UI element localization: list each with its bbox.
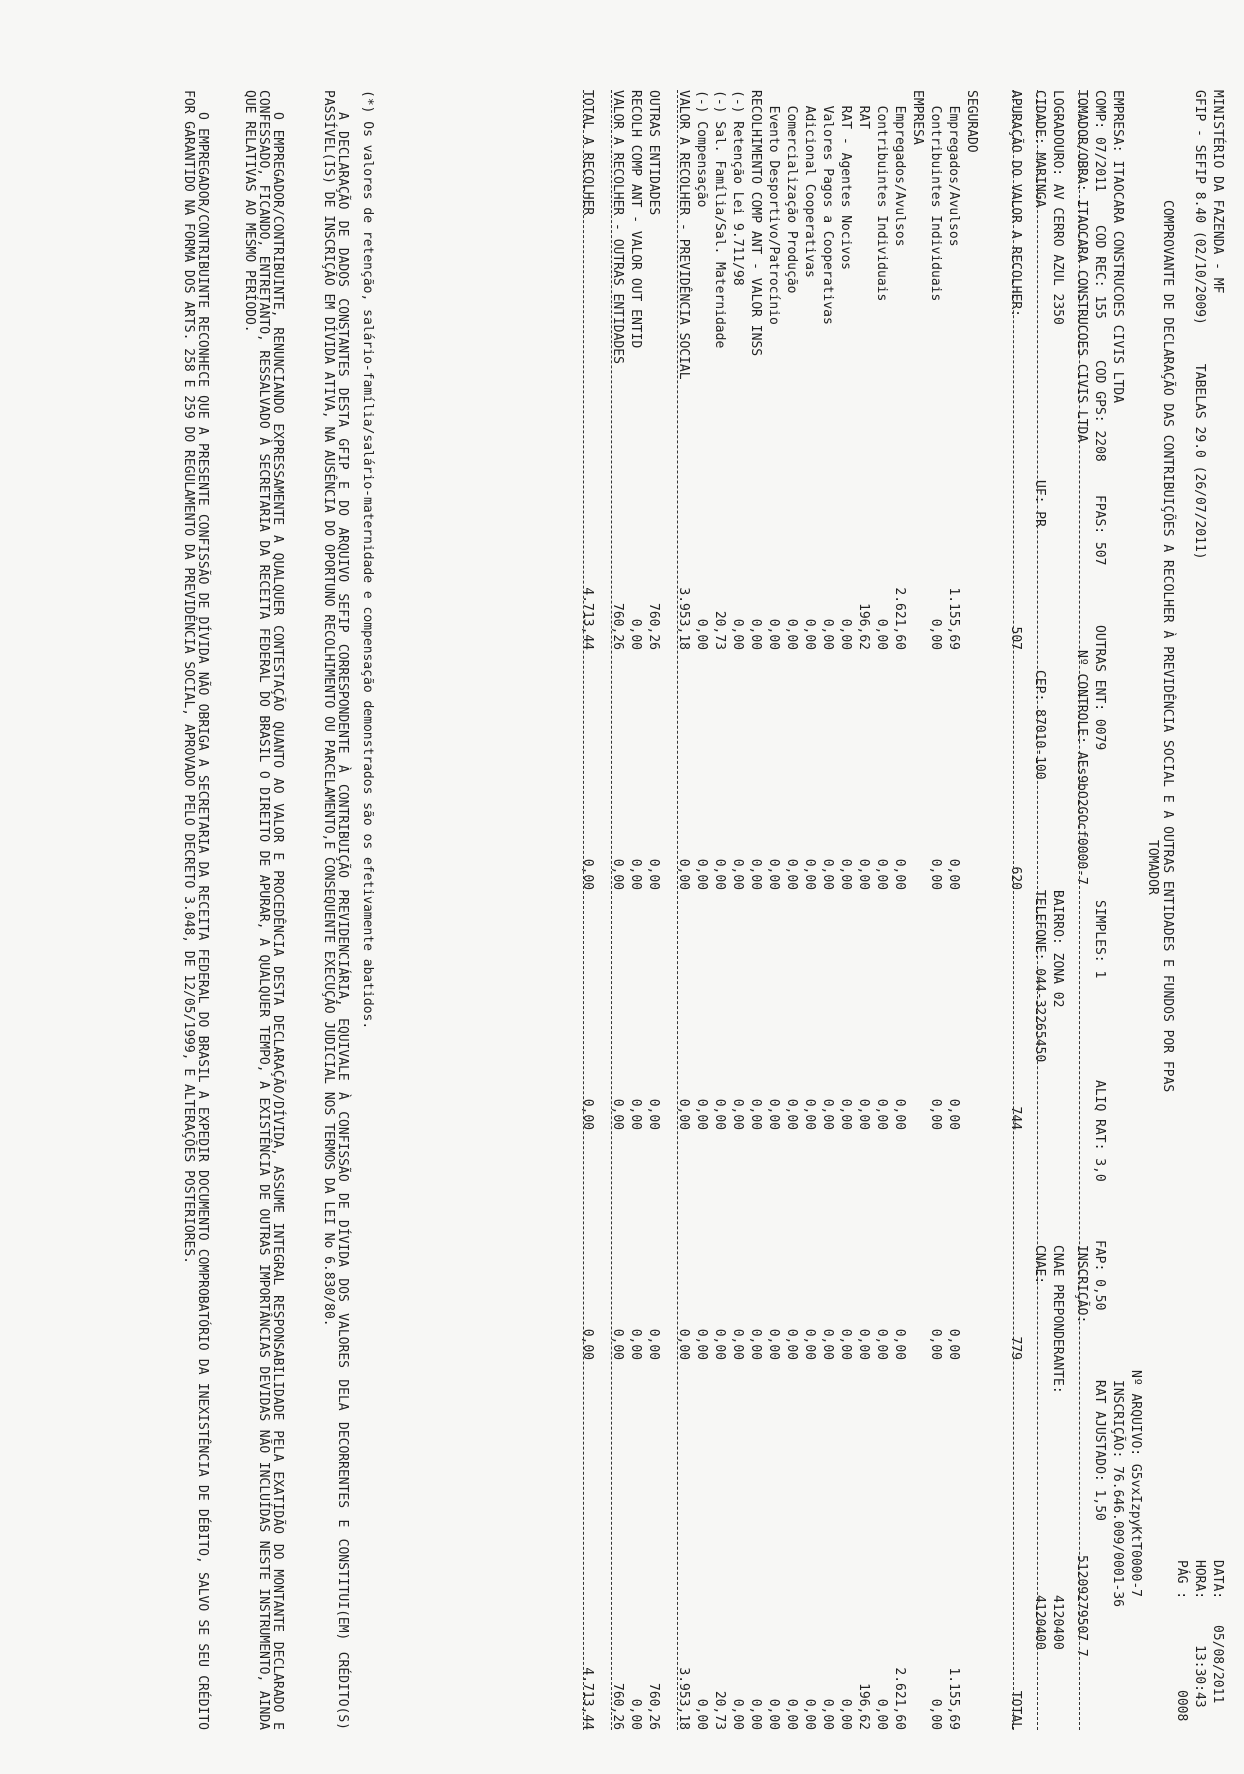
row-value: 0,00 bbox=[820, 1098, 835, 1130]
row-value: 0,00 bbox=[946, 1328, 961, 1360]
row-label: RECOLHIMENTO COMP ANT - VALOR INSS bbox=[748, 90, 763, 357]
row-value: 0,00 bbox=[646, 1098, 661, 1130]
divider bbox=[1037, 90, 1038, 1730]
empresa-name: EMPRESA: ITAOCARA CONSTRUCOES CIVIS LTDA bbox=[1110, 90, 1125, 404]
row-label: Adicional Cooperativas bbox=[802, 90, 817, 278]
row-value: 0,00 bbox=[784, 1328, 799, 1360]
row-value: 0,00 bbox=[748, 1098, 763, 1130]
row-value: 0,00 bbox=[628, 1098, 643, 1130]
row-label: Valores Pagos a Cooperativas bbox=[820, 90, 835, 325]
divider bbox=[1079, 90, 1080, 1730]
row-value: 0,00 bbox=[610, 1328, 625, 1360]
row-label: TOTAL A RECOLHER bbox=[580, 90, 595, 216]
row-value: 0,00 bbox=[928, 618, 943, 650]
row-value: 4.713,44 bbox=[580, 587, 595, 650]
row-value: 0,00 bbox=[676, 1328, 691, 1360]
row-label: Contribuintes Individuais bbox=[874, 90, 889, 302]
tomador-field: TOMADOR/OBRA: ITAOCARA CONSTRUCOES CIVIS LTDA bbox=[1074, 90, 1089, 443]
row-value: 0,00 bbox=[820, 1328, 835, 1360]
row-label: VALOR A RECOLHER - OUTRAS ENTIDADES bbox=[610, 90, 625, 364]
row-value: 0,00 bbox=[610, 858, 625, 890]
aliq-rat-field: ALIQ RAT: 3,0 bbox=[1092, 1080, 1107, 1182]
row-value: 4.713,44 bbox=[580, 1667, 595, 1730]
cnae-pre-label: CNAE PREPONDERANTE: bbox=[1050, 1245, 1065, 1394]
empresa-inscricao: INSCRIÇÃO: 76.646.009/0001-36 bbox=[1110, 1380, 1125, 1607]
col-header-620: 620 bbox=[1008, 866, 1023, 890]
row-value: 20,73 bbox=[712, 610, 727, 650]
row-value: 0,00 bbox=[838, 618, 853, 650]
row-value: 0,00 bbox=[838, 858, 853, 890]
col-header-507: 507 bbox=[1008, 626, 1023, 650]
time-value: 13:30:43 bbox=[1192, 1645, 1207, 1708]
row-label: Empregados/Avulsos bbox=[892, 90, 907, 247]
row-label: VALOR A RECOLHER - PREVIDÊNCIA SOCIAL bbox=[676, 90, 691, 380]
row-value: 0,00 bbox=[694, 858, 709, 890]
row-value: 0,00 bbox=[928, 1328, 943, 1360]
row-value: 0,00 bbox=[694, 1698, 709, 1730]
divider bbox=[611, 90, 612, 1730]
row-value: 0,00 bbox=[820, 858, 835, 890]
divider bbox=[583, 90, 584, 1730]
row-value: 0,00 bbox=[928, 858, 943, 890]
row-value: 0,00 bbox=[730, 618, 745, 650]
row-label: RAT bbox=[856, 90, 871, 130]
cidade-field: CIDADE: MARINGA bbox=[1032, 90, 1047, 208]
row-label: Evento Desportivo/Patrocínio bbox=[766, 90, 781, 325]
row-value: 760,26 bbox=[646, 1683, 661, 1730]
row-value: 0,00 bbox=[580, 1098, 595, 1130]
row-value: 0,00 bbox=[784, 618, 799, 650]
row-value: 0,00 bbox=[874, 858, 889, 890]
row-value: 0,00 bbox=[856, 858, 871, 890]
fap-field: FAP: 0,50 bbox=[1092, 1240, 1107, 1311]
row-value: 1.155,69 bbox=[946, 1667, 961, 1730]
row-value: 0,00 bbox=[802, 1098, 817, 1130]
row-value: 0,00 bbox=[766, 618, 781, 650]
fpas-field: FPAS: 507 bbox=[1092, 495, 1107, 566]
row-value: 0,00 bbox=[646, 858, 661, 890]
row-value: 0,00 bbox=[712, 1328, 727, 1360]
row-value: 0,00 bbox=[784, 858, 799, 890]
arquivo-number: Nº ARQUIVO: G5vxIzpyKtT0000-7 bbox=[1128, 1370, 1143, 1597]
row-value: 0,00 bbox=[802, 1698, 817, 1730]
row-value: 0,00 bbox=[856, 1098, 871, 1130]
row-value: 2.621,60 bbox=[892, 587, 907, 650]
row-value: 0,00 bbox=[748, 1328, 763, 1360]
row-value: 0,00 bbox=[874, 1698, 889, 1730]
row-value: 3.953,18 bbox=[676, 1667, 691, 1730]
row-label: OUTRAS ENTIDADES bbox=[646, 90, 661, 216]
row-value: 0,00 bbox=[820, 618, 835, 650]
row-value: 0,00 bbox=[628, 858, 643, 890]
document-subtitle: TOMADOR bbox=[1145, 840, 1160, 895]
ministry-label: MINISTÉRIO DA FAZENDA - MF bbox=[1210, 90, 1225, 294]
retention-note: (*) Os valores de retenção, salário-família/salário-maternidade e compensação demonstrados são os efetivamente abatidos. bbox=[360, 90, 375, 1030]
row-value: 0,00 bbox=[892, 858, 907, 890]
row-value: 0,00 bbox=[766, 858, 781, 890]
row-value: 0,00 bbox=[694, 618, 709, 650]
row-value: 0,00 bbox=[646, 1328, 661, 1360]
row-value: 1.155,69 bbox=[946, 587, 961, 650]
row-value: 0,00 bbox=[874, 618, 889, 650]
apuracao-label: APURAÇÃO DO VALOR A RECOLHER: bbox=[1008, 90, 1023, 317]
row-value: 0,00 bbox=[628, 1698, 643, 1730]
row-label: Contribuintes Individuais bbox=[928, 90, 943, 302]
cnae-pre-value: 4120400 bbox=[1050, 1595, 1065, 1650]
row-value: 196,62 bbox=[856, 603, 871, 650]
row-value: 0,00 bbox=[730, 858, 745, 890]
col-header-779: 779 bbox=[1008, 1336, 1023, 1360]
row-value: 0,00 bbox=[874, 1328, 889, 1360]
uf-field: UF: PR bbox=[1032, 480, 1047, 527]
row-value: 0,00 bbox=[928, 1098, 943, 1130]
row-value: 0,00 bbox=[676, 1098, 691, 1130]
row-value: 0,00 bbox=[628, 1328, 643, 1360]
row-value: 0,00 bbox=[610, 1098, 625, 1130]
row-label: (-) Compensação bbox=[694, 90, 709, 208]
row-value: 20,73 bbox=[712, 1690, 727, 1730]
row-value: 760,26 bbox=[610, 603, 625, 650]
row-value: 0,00 bbox=[892, 1328, 907, 1360]
row-value: 0,00 bbox=[838, 1698, 853, 1730]
rat-ajustado-field: RAT AJUSTADO: 1,50 bbox=[1092, 1380, 1107, 1521]
cep-field: CEP: 87010-100 bbox=[1032, 670, 1047, 780]
row-value: 2.621,60 bbox=[892, 1667, 907, 1730]
row-value: 0,00 bbox=[730, 1698, 745, 1730]
n-controle-field: Nº CONTROLE: AEs9bO2GOcf0000-7 bbox=[1074, 650, 1089, 885]
row-value: 0,00 bbox=[730, 1098, 745, 1130]
row-value: 760,26 bbox=[610, 1683, 625, 1730]
row-value: 3.953,18 bbox=[676, 587, 691, 650]
row-label: (-) Sal. Família/Sal. Maternidade bbox=[712, 90, 727, 349]
page-label: PÁG : bbox=[1174, 1560, 1189, 1600]
inscricao2-label: INSCRIÇÃO: bbox=[1074, 1245, 1089, 1324]
telefone-field: TELEFONE: 044-32265450 bbox=[1032, 890, 1047, 1063]
time-label: HORA: bbox=[1192, 1560, 1207, 1600]
row-value: 0,00 bbox=[892, 1098, 907, 1130]
version-label: GFIP - SEFIP 8.40 (02/10/2009) TABELAS 29.0 (26/07/2011) bbox=[1192, 90, 1207, 560]
row-value: 0,00 bbox=[874, 1098, 889, 1130]
row-value: 0,00 bbox=[784, 1698, 799, 1730]
row-value: 0,00 bbox=[766, 1698, 781, 1730]
row-value: 0,00 bbox=[784, 1098, 799, 1130]
acknowledgement-paragraph: O EMPREGADOR/CONTRIBUINTE RECONHECE QUE A PRESENTE CONFISSÃO DE DÍVIDA NÃO OBRIGA A SECRETARIA DA RECEITA FEDERAL DO BRASIL A EXPEDIR DOCUMENTO COMPROBATÓRIO DA INEXISTÊNCIA DE DÉBITO, SALVO SE SEU CRÉDITO FOR GARANTIDO NA FORMA DOS ARTS. 258 E 259 DO REGULAMENTO DA PREVIDÊNCIA SOCIAL, APROVADO PELO DECRETO 3.048, DE 12/05/1999, E ALTERAÇÕES POSTERIORES. bbox=[181, 90, 210, 1730]
bairro-field: BAIRRO: ZONA 02 bbox=[1050, 890, 1065, 1008]
cnae-label: CNAE: bbox=[1032, 1245, 1047, 1285]
row-value: 0,00 bbox=[748, 1698, 763, 1730]
row-value: 0,00 bbox=[802, 1328, 817, 1360]
row-value: 0,00 bbox=[802, 618, 817, 650]
row-value: 0,00 bbox=[712, 858, 727, 890]
row-value: 0,00 bbox=[766, 1098, 781, 1130]
divider bbox=[1013, 90, 1014, 1730]
row-label: Empregados/Avulsos bbox=[946, 90, 961, 247]
row-value: 0,00 bbox=[946, 1098, 961, 1130]
simples-field: SIMPLES: 1 bbox=[1092, 900, 1107, 979]
row-value: 0,00 bbox=[838, 1098, 853, 1130]
row-value: 0,00 bbox=[766, 1328, 781, 1360]
row-label: (-) Retenção Lei 9.711/98 bbox=[730, 90, 745, 286]
section-empresa: EMPRESA bbox=[910, 90, 925, 145]
row-value: 0,00 bbox=[694, 1328, 709, 1360]
col-header-744: 744 bbox=[1008, 1106, 1023, 1130]
declaration-paragraph: A DECLARAÇÃO DE DADOS CONSTANTES DESTA GFIP E DO ARQUIVO SEFIP CORRESPONDENTE À CONTRIBUIÇÃO PREVIDENCIÁRIA, EQUIVALE À CONFISSÃO DE DÍVIDA DOS VALORES DELA DECORRENTES E CONSTITUI(EM) CRÉDITO(S) PASSÍVEL(IS) DE INSCRIÇÃO EM DÍVIDA ATIVA, NA AUSÊNCIA DO OPORTUNO RECOLHIMENTO OU PARCELAMENTO,E CONSEQUENTE EXECUÇÃO JUDICIAL NOS TERMOS DA LEI No 6.830/80. bbox=[321, 90, 350, 1730]
row-value: 196,62 bbox=[856, 1683, 871, 1730]
inscricao2-value: 51209279507 7 bbox=[1074, 1555, 1089, 1657]
col-header-total: TOTAL bbox=[1008, 1690, 1023, 1730]
divider bbox=[677, 90, 678, 1730]
page-value: 0008 bbox=[1174, 1690, 1189, 1722]
section-segurado: SEGURADO bbox=[964, 90, 979, 153]
row-label: RECOLH COMP ANT - VALOR OUT ENTID bbox=[628, 90, 643, 349]
row-label: RAT - Agentes Nocivos bbox=[838, 90, 853, 271]
outras-ent-field: OUTRAS ENT: 0079 bbox=[1092, 625, 1107, 751]
row-value: 760,26 bbox=[646, 603, 661, 650]
row-value: 0,00 bbox=[748, 618, 763, 650]
row-value: 0,00 bbox=[628, 618, 643, 650]
date-value: 05/08/2011 bbox=[1210, 1625, 1225, 1704]
cod-gps-field: COD GPS: 2208 bbox=[1092, 360, 1107, 462]
row-value: 0,00 bbox=[676, 858, 691, 890]
row-value: 0,00 bbox=[856, 1328, 871, 1360]
row-value: 0,00 bbox=[838, 1328, 853, 1360]
comp-field: COMP: 07/2011 bbox=[1092, 90, 1107, 192]
row-value: 0,00 bbox=[712, 1098, 727, 1130]
row-value: 0,00 bbox=[820, 1698, 835, 1730]
row-value: 0,00 bbox=[802, 858, 817, 890]
row-value: 0,00 bbox=[946, 858, 961, 890]
responsibility-paragraph: O EMPREGADOR/CONTRIBUINTE, RENUNCIANDO EXPRESSAMENTE A QUALQUER CONTESTAÇÃO QUANTO AO VALOR E PROCEDÊNCIA DESTA DECLARAÇÃO/DÍVIDA, ASSUME INTEGRAL RESPONSABILIDADE PELA EXATIDÃO DO MONTANTE DECLARADO E CONFESSADO, FICANDO, ENTRETANTO, RESSALVADO À SECRETARIA DA RECEITA FEDERAL DO BRASIL O DIREITO DE APURAR, A QUALQUER TEMPO, A EXISTÊNCIA DE OUTRAS IMPORTÂNCIAS DEVIDAS NÃO INCLUÍDAS NESTE INSTRUMENTO, AINDA QUE RELATIVAS AO MESMO PERÍODO. bbox=[242, 90, 285, 1730]
row-value: 0,00 bbox=[580, 1328, 595, 1360]
row-value: 0,00 bbox=[748, 858, 763, 890]
row-value: 0,00 bbox=[928, 1698, 943, 1730]
row-label: Comercialização Produção bbox=[784, 90, 799, 294]
date-label: DATA: bbox=[1210, 1560, 1225, 1600]
logradouro-field: LOGRADOURO: AV CERRO AZUL 2350 bbox=[1050, 90, 1065, 325]
row-value: 0,00 bbox=[694, 1098, 709, 1130]
document-title: COMPROVANTE DE DECLARAÇÃO DAS CONTRIBUIÇÕES A RECOLHER À PREVIDÊNCIA SOCIAL E A OUTRAS ENTIDADES E FUNDOS POR FPAS bbox=[1160, 200, 1175, 1093]
cod-rec-field: COD REC: 155 bbox=[1092, 225, 1107, 319]
cnae-value: 4120400 bbox=[1032, 1595, 1047, 1650]
row-value: 0,00 bbox=[580, 858, 595, 890]
row-value: 0,00 bbox=[730, 1328, 745, 1360]
